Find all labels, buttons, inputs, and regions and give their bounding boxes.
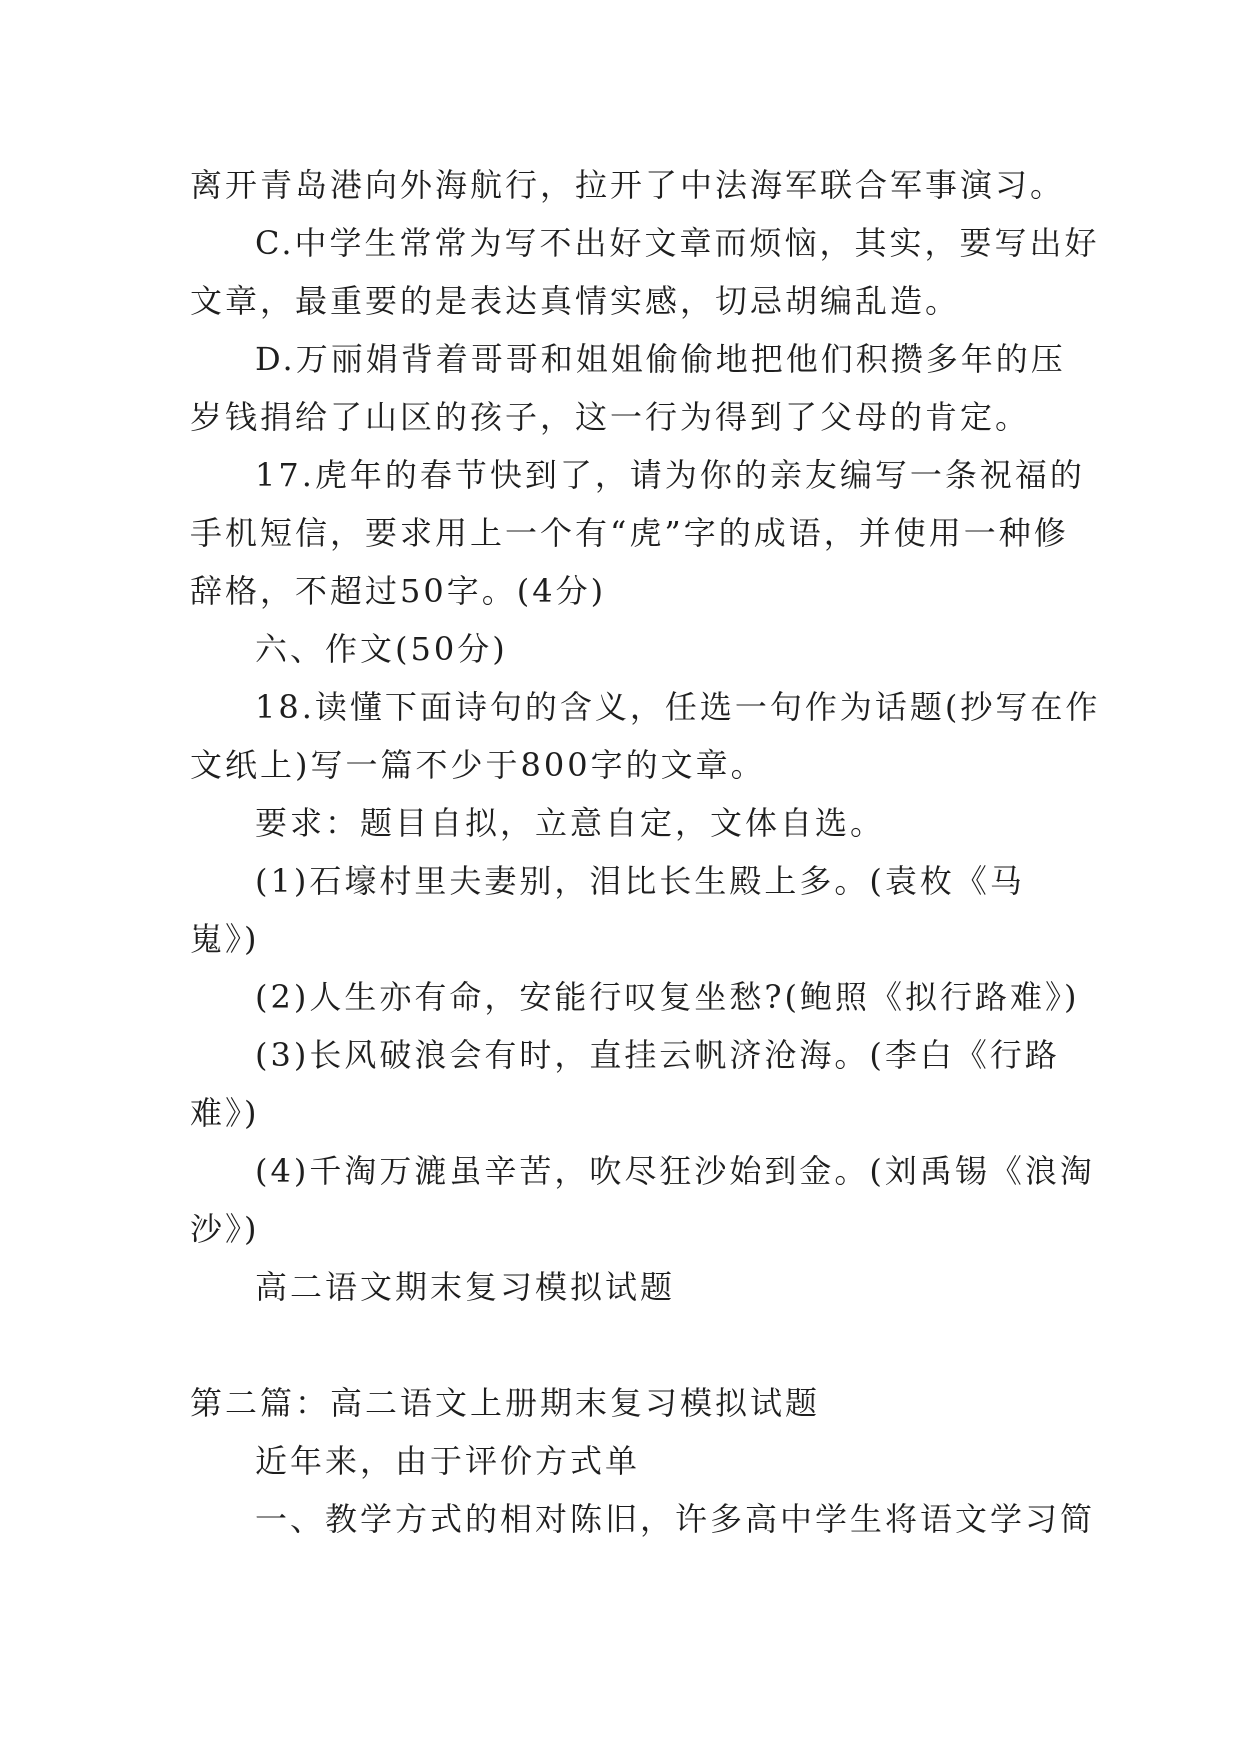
text-line: 嵬》): [190, 920, 260, 958]
poem-option: (4)千淘万漉虽辛苦，吹尽狂沙始到金。(刘禹锡《浪淘: [255, 1152, 1095, 1190]
poem-option: (3)长风破浪会有时，直挂云帆济沧海。(李白《行路: [255, 1036, 1060, 1074]
text-line: 要求：题目自拟，立意自定，文体自选。: [255, 804, 886, 842]
section-title: 第二篇：高二语文上册期末复习模拟试题: [190, 1384, 821, 1422]
poem-option: (2)人生亦有命，安能行叹复坐愁?(鲍照《拟行路难》): [255, 978, 1080, 1016]
text-line: 难》): [190, 1094, 260, 1132]
text-line: 文章，最重要的是表达真情实感，切忌胡编乱造。: [190, 282, 961, 320]
text-line: 离开青岛港向外海航行，拉开了中法海军联合军事演习。: [190, 166, 1066, 204]
text-line: 一、教学方式的相对陈旧，许多高中学生将语文学习简: [255, 1500, 1096, 1538]
text-line: 沙》): [190, 1210, 260, 1248]
text-line: 文纸上)写一篇不少于800字的文章。: [190, 746, 766, 784]
text-line: D.万丽娟背着哥哥和姐姐偷偷地把他们积攒多年的压: [255, 340, 1066, 378]
text-line: 岁钱捐给了山区的孩子，这一行为得到了父母的肯定。: [190, 398, 1031, 436]
text-line: 18.读懂下面诗句的含义，任选一句作为话题(抄写在作: [255, 688, 1101, 726]
text-line: 手机短信，要求用上一个有“虎”字的成语，并使用一种修: [190, 514, 1069, 552]
text-line: 近年来，由于评价方式单: [255, 1442, 641, 1480]
text-line: 17.虎年的春节快到了，请为你的亲友编写一条祝福的: [255, 456, 1085, 494]
section-heading: 六、作文(50分): [255, 630, 508, 668]
text-line: C.中学生常常为写不出好文章而烦恼，其实，要写出好: [255, 224, 1100, 262]
poem-option: (1)石壕村里夫妻别，泪比长生殿上多。(袁枚《马: [255, 862, 1025, 900]
text-line: 辞格，不超过50字。(4分): [190, 572, 607, 610]
document-title: 高二语文期末复习模拟试题: [255, 1268, 676, 1306]
